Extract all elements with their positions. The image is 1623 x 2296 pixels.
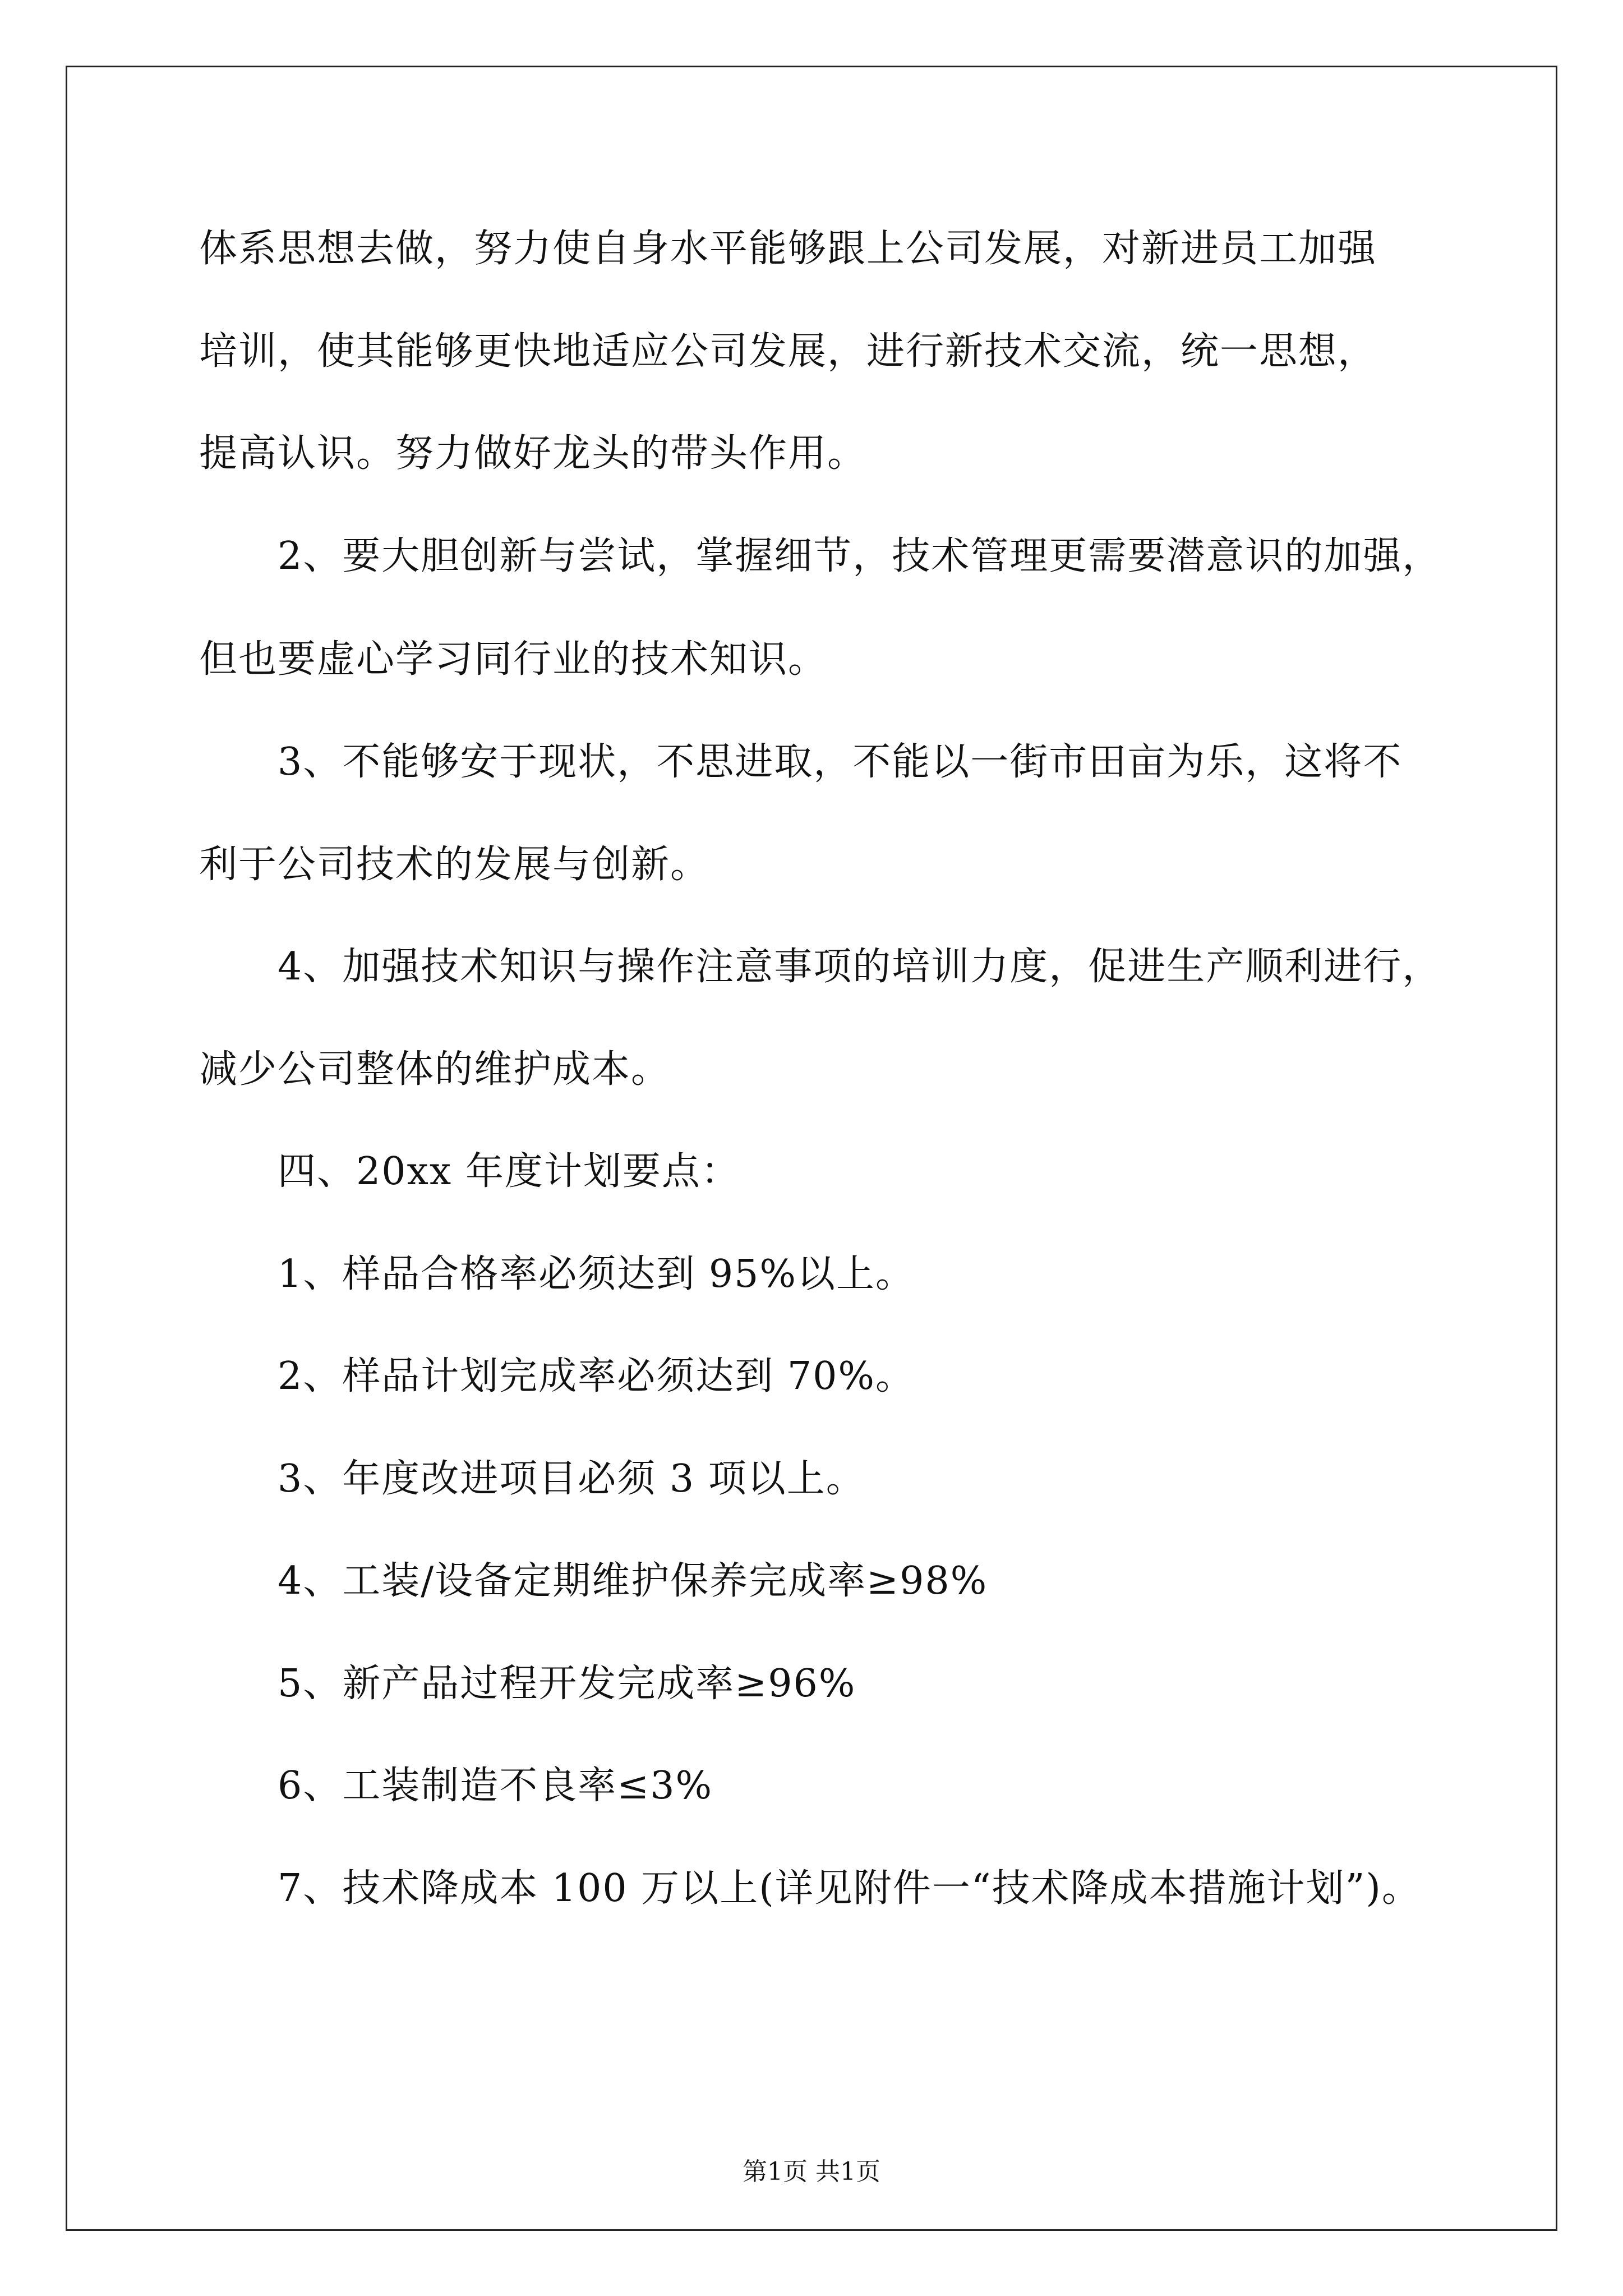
plan-item-7: 7、技术降成本 100 万以上(详见附件一“技术降成本措施计划”)。 (278, 1866, 1421, 1911)
plan-item-2: 2、样品计划完成率必须达到 70%。 (278, 1354, 915, 1398)
plan-item-6: 6、工装制造不良率≤3% (278, 1764, 713, 1808)
list-item-4-line-1: 4、加强技术知识与操作注意事项的培训力度，促进生产顺利进行， (278, 945, 1442, 989)
list-item-4-line-2: 减少公司整体的维护成本。 (199, 1047, 671, 1092)
plan-item-4: 4、工装/设备定期维护保养完成率≥98% (278, 1559, 988, 1603)
section-heading: 四、20xx 年度计划要点： (278, 1149, 740, 1194)
list-item-2-line-2: 但也要虚心学习同行业的技术知识。 (199, 637, 828, 682)
list-item-3-line-1: 3、不能够安于现状，不思进取，不能以一街市田亩为乐，这将不 (278, 740, 1403, 784)
paragraph-line-2: 培训，使其能够更快地适应公司发展，进行新技术交流，统一思想， (199, 329, 1377, 374)
plan-item-5: 5、新产品过程开发完成率≥96% (278, 1662, 856, 1706)
plan-item-1: 1、样品合格率必须达到 95%以上。 (278, 1252, 915, 1296)
plan-item-3: 3、年度改进项目必须 3 项以上。 (278, 1457, 865, 1501)
paragraph-line-3: 提高认识。努力做好龙头的带头作用。 (199, 431, 867, 476)
list-item-2-line-1: 2、要大胆创新与尝试，掌握细节，技术管理更需要潜意识的加强， (278, 534, 1442, 578)
list-item-3-line-2: 利于公司技术的发展与创新。 (199, 843, 710, 887)
page-footer: 第1页 共1页 (743, 2157, 880, 2186)
paragraph-line-1: 体系思想去做，努力使自身水平能够跟上公司发展，对新进员工加强 (199, 227, 1377, 271)
